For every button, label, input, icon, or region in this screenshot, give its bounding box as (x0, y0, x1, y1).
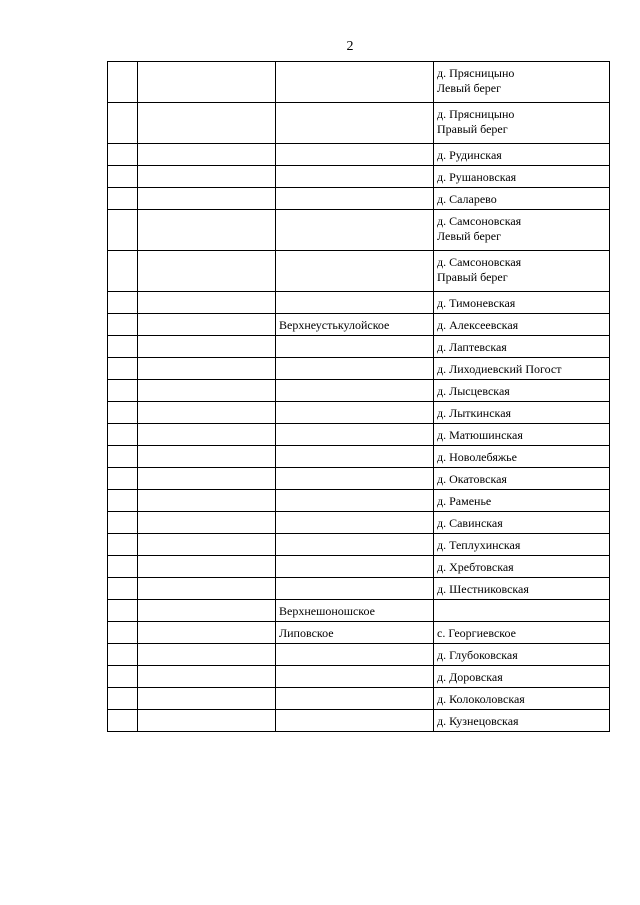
settlement-cell (276, 688, 434, 710)
locality-cell: д. Лиходиевский Погост (434, 358, 610, 380)
locality-cell: д. Глубоковская (434, 644, 610, 666)
row-number-cell (108, 490, 138, 512)
district-cell (138, 600, 276, 622)
row-number-cell (108, 446, 138, 468)
locality-cell: д. Рудинская (434, 144, 610, 166)
table-row (108, 578, 610, 600)
district-cell (138, 622, 276, 644)
settlement-cell (276, 292, 434, 314)
locality-cell: д. Рушановская (434, 166, 610, 188)
district-cell (138, 578, 276, 600)
row-number-cell (108, 512, 138, 534)
district-cell (138, 556, 276, 578)
row-number-cell (108, 166, 138, 188)
settlement-cell (276, 468, 434, 490)
district-cell (138, 251, 276, 292)
row-number-cell (108, 292, 138, 314)
district-cell (138, 666, 276, 688)
table-row (108, 688, 610, 710)
settlement-cell (276, 512, 434, 534)
settlement-cell (276, 666, 434, 688)
locality-cell: д. Алексеевская (434, 314, 610, 336)
row-number-cell (108, 103, 138, 144)
settlement-cell (276, 251, 434, 292)
table-body (108, 62, 610, 732)
table-row (108, 292, 610, 314)
row-number-cell (108, 424, 138, 446)
settlement-cell (276, 710, 434, 732)
row-number-cell (108, 210, 138, 251)
table-row (108, 556, 610, 578)
table-row (108, 710, 610, 732)
district-cell (138, 188, 276, 210)
district-cell (138, 512, 276, 534)
row-number-cell (108, 666, 138, 688)
district-cell (138, 62, 276, 103)
table-row (108, 144, 610, 166)
row-number-cell (108, 402, 138, 424)
district-cell (138, 402, 276, 424)
table-row (108, 314, 610, 336)
settlement-cell: Липовское (276, 622, 434, 644)
table-row (108, 358, 610, 380)
settlement-cell (276, 644, 434, 666)
settlement-cell (276, 62, 434, 103)
row-number-cell (108, 314, 138, 336)
page-number: 2 (346, 39, 354, 54)
settlement-cell (276, 446, 434, 468)
district-cell (138, 468, 276, 490)
table-row (108, 512, 610, 534)
row-number-cell (108, 144, 138, 166)
table-row (108, 534, 610, 556)
locality-cell: д. Колоколовская (434, 688, 610, 710)
row-number-cell (108, 578, 138, 600)
district-cell (138, 424, 276, 446)
settlement-cell: Верхнешоношское (276, 600, 434, 622)
settlement-cell (276, 490, 434, 512)
locality-cell: д. Хребтовская (434, 556, 610, 578)
row-number-cell (108, 688, 138, 710)
locality-cell: д. Кузнецовская (434, 710, 610, 732)
settlement-cell (276, 556, 434, 578)
locality-cell: д. Самсоновская Правый берег (434, 251, 610, 292)
settlement-cell (276, 166, 434, 188)
row-number-cell (108, 380, 138, 402)
row-number-cell (108, 358, 138, 380)
table-row (108, 62, 610, 103)
locality-cell: д. Тимоневская (434, 292, 610, 314)
settlement-cell (276, 103, 434, 144)
row-number-cell (108, 534, 138, 556)
district-cell (138, 446, 276, 468)
district-cell (138, 314, 276, 336)
district-cell (138, 292, 276, 314)
locality-cell: д. Савинская (434, 512, 610, 534)
locality-cell (434, 600, 610, 622)
district-cell (138, 144, 276, 166)
district-cell (138, 336, 276, 358)
district-cell (138, 688, 276, 710)
table-row (108, 446, 610, 468)
district-cell (138, 103, 276, 144)
district-cell (138, 380, 276, 402)
row-number-cell (108, 62, 138, 103)
table-row (108, 336, 610, 358)
table-row (108, 103, 610, 144)
locality-cell: д. Прясницыно Правый берег (434, 103, 610, 144)
locality-cell: д. Лаптевская (434, 336, 610, 358)
locality-cell: д. Доровская (434, 666, 610, 688)
locality-cell: д. Окатовская (434, 468, 610, 490)
row-number-cell (108, 644, 138, 666)
district-cell (138, 166, 276, 188)
settlement-cell: Верхнеустькулойское (276, 314, 434, 336)
table-row (108, 166, 610, 188)
row-number-cell (108, 710, 138, 732)
district-cell (138, 490, 276, 512)
row-number-cell (108, 556, 138, 578)
locality-cell: д. Раменье (434, 490, 610, 512)
locality-cell: д. Самсоновская Левый берег (434, 210, 610, 251)
settlement-cell (276, 188, 434, 210)
table-row (108, 468, 610, 490)
localities-table (107, 61, 610, 732)
table-row (108, 490, 610, 512)
table-row (108, 644, 610, 666)
table-row (108, 402, 610, 424)
table-row (108, 622, 610, 644)
table-row (108, 666, 610, 688)
row-number-cell (108, 622, 138, 644)
locality-cell: д. Новолебяжье (434, 446, 610, 468)
row-number-cell (108, 188, 138, 210)
table-row (108, 600, 610, 622)
settlement-cell (276, 336, 434, 358)
locality-cell: д. Саларево (434, 188, 610, 210)
locality-cell: д. Матюшинская (434, 424, 610, 446)
table-row (108, 380, 610, 402)
settlement-cell (276, 424, 434, 446)
locality-cell: д. Теплухинская (434, 534, 610, 556)
table-row (108, 251, 610, 292)
district-cell (138, 210, 276, 251)
settlement-cell (276, 534, 434, 556)
row-number-cell (108, 600, 138, 622)
table-row (108, 210, 610, 251)
row-number-cell (108, 251, 138, 292)
locality-cell: д. Прясницыно Левый берег (434, 62, 610, 103)
district-cell (138, 358, 276, 380)
locality-cell: д. Лысцевская (434, 380, 610, 402)
district-cell (138, 710, 276, 732)
district-cell (138, 644, 276, 666)
table-row (108, 424, 610, 446)
settlement-cell (276, 380, 434, 402)
locality-cell: д. Шестниковская (434, 578, 610, 600)
settlement-cell (276, 144, 434, 166)
locality-cell: д. Лыткинская (434, 402, 610, 424)
settlement-cell (276, 210, 434, 251)
settlement-cell (276, 578, 434, 600)
table-row (108, 188, 610, 210)
district-cell (138, 534, 276, 556)
locality-cell: с. Георгиевское (434, 622, 610, 644)
row-number-cell (108, 336, 138, 358)
settlement-cell (276, 402, 434, 424)
row-number-cell (108, 468, 138, 490)
settlement-cell (276, 358, 434, 380)
